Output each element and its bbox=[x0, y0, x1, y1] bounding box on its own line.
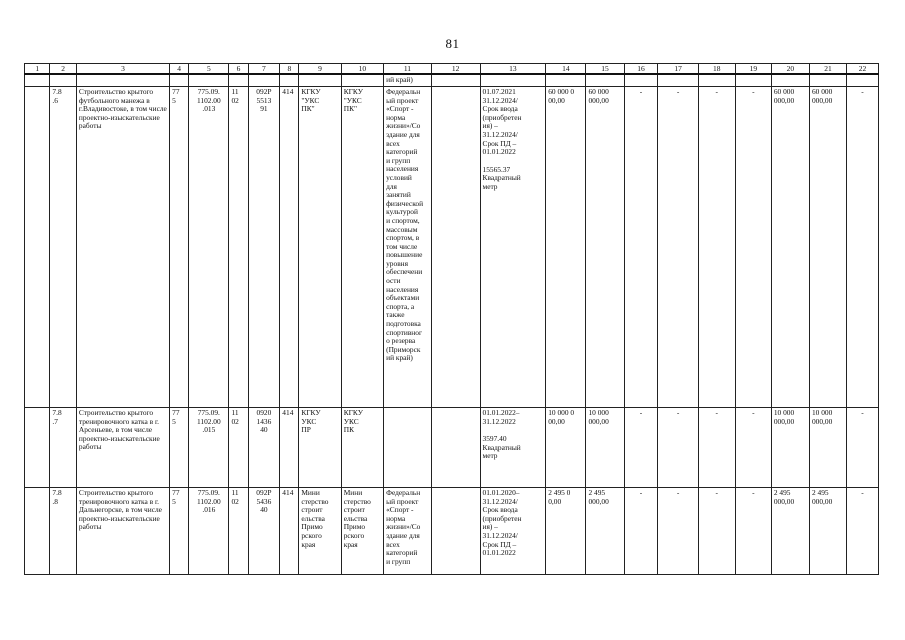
empty-cell bbox=[431, 488, 480, 575]
column-header: 9 bbox=[299, 64, 341, 75]
empty-cell bbox=[431, 87, 480, 408]
table-header bbox=[25, 64, 879, 75]
continuation-text: ий край) bbox=[384, 74, 432, 87]
amount-cell: 60 000 000,00 bbox=[586, 87, 624, 408]
column-header: 4 bbox=[170, 64, 189, 75]
customer-cell: Мини стерство строит ельства Примо рского края bbox=[299, 488, 341, 575]
dash-cell: - bbox=[624, 408, 658, 488]
column-header: 1 bbox=[25, 64, 50, 75]
column-header: 3 bbox=[76, 64, 169, 75]
column-header: 6 bbox=[229, 64, 248, 75]
dash-cell: - bbox=[735, 408, 771, 488]
project-name: Строительство крытого тренировочного катка в г. Арсеньеве, в том числе проектно-изыскательские работы bbox=[76, 408, 169, 488]
amount-cell: 10 000 000,00 bbox=[809, 408, 846, 488]
code-cell: 0920 1436 40 bbox=[248, 408, 280, 488]
column-header: 19 bbox=[735, 64, 771, 75]
dash-cell: - bbox=[658, 488, 698, 575]
dash-cell: - bbox=[735, 488, 771, 575]
code-cell: 11 02 bbox=[229, 488, 248, 575]
dash-cell: - bbox=[735, 87, 771, 408]
column-header: 13 bbox=[480, 64, 546, 75]
page-number: 81 bbox=[445, 36, 460, 51]
capacity-text: 15565.37 Квадратный метр bbox=[482, 164, 521, 191]
developer-cell: КГКУ УКС ПК bbox=[341, 408, 383, 488]
item-number: 7.8 .7 bbox=[50, 408, 76, 488]
dash-cell: - bbox=[698, 87, 735, 408]
column-header: 21 bbox=[809, 64, 846, 75]
column-header: 8 bbox=[280, 64, 299, 75]
amount-cell: 60 000 000,00 bbox=[771, 87, 809, 408]
code-cell: 092Р 5513 91 bbox=[248, 87, 280, 408]
code-cell: 775.09. 1102.00 .016 bbox=[189, 488, 229, 575]
column-header: 12 bbox=[431, 64, 480, 75]
amount-cell: 60 000 0 00,00 bbox=[546, 87, 586, 408]
dates-cell bbox=[480, 408, 546, 488]
code-cell: 11 02 bbox=[229, 87, 248, 408]
column-header: 17 bbox=[658, 64, 698, 75]
dash-cell: - bbox=[847, 488, 879, 575]
code-cell: 77 5 bbox=[170, 408, 189, 488]
item-number: 7.8 .8 bbox=[50, 488, 76, 575]
project-name: Строительство крытого футбольного манежа в г.Владивостоке, в том числе проектно-изыскательские работы bbox=[76, 87, 169, 408]
column-header: 20 bbox=[771, 64, 809, 75]
code-cell: 775.09. 1102.00 .013 bbox=[189, 87, 229, 408]
code-cell: 092Р 5436 40 bbox=[248, 488, 280, 575]
amount-cell: 2 495 0 0,00 bbox=[546, 488, 586, 575]
dates-cell bbox=[480, 488, 546, 575]
table-row bbox=[25, 488, 879, 575]
code-cell: 77 5 bbox=[170, 488, 189, 575]
code-cell: 77 5 bbox=[170, 87, 189, 408]
project-name: Строительство крытого тренировочного катка в г. Дальнегорске, в том числе проектно-изыскательские работы bbox=[76, 488, 169, 575]
developer-cell: Мини стерство строит ельства Примо рского края bbox=[341, 488, 383, 575]
dash-cell: - bbox=[698, 408, 735, 488]
customer-cell: КГКУ УКС ПР bbox=[299, 408, 341, 488]
column-header: 11 bbox=[384, 64, 432, 75]
column-header: 2 bbox=[50, 64, 76, 75]
item-number: 7.8 .6 bbox=[50, 87, 76, 408]
dash-cell: - bbox=[658, 87, 698, 408]
dates-text: 01.07.2021 31.12.2024/ Срок ввода (приобретен ия) – 31.12.2024/ Срок ПД – 01.01.2022 bbox=[482, 87, 522, 157]
code-cell: 414 bbox=[280, 87, 299, 408]
dash-cell: - bbox=[624, 488, 658, 575]
table-row bbox=[25, 408, 879, 488]
dash-cell: - bbox=[698, 488, 735, 575]
code-cell: 11 02 bbox=[229, 408, 248, 488]
column-header: 5 bbox=[189, 64, 229, 75]
code-cell: 775.09. 1102.00 .015 bbox=[189, 408, 229, 488]
code-cell: 414 bbox=[280, 488, 299, 575]
dash-cell: - bbox=[847, 87, 879, 408]
amount-cell: 60 000 000,00 bbox=[809, 87, 846, 408]
program-cell: Федеральн ый проект «Спорт - норма жизни»/Со здание для всех категорий и групп bbox=[384, 488, 432, 575]
amount-cell: 10 000 000,00 bbox=[771, 408, 809, 488]
dash-cell: - bbox=[624, 87, 658, 408]
column-header: 16 bbox=[624, 64, 658, 75]
column-header: 7 bbox=[248, 64, 280, 75]
column-header: 14 bbox=[546, 64, 586, 75]
customer-cell: КГКУ "УКС ПК" bbox=[299, 87, 341, 408]
amount-cell: 2 495 000,00 bbox=[809, 488, 846, 575]
developer-cell: КГКУ "УКС ПК" bbox=[341, 87, 383, 408]
capacity-text: 3597.40 Квадратный метр bbox=[482, 434, 521, 461]
amount-cell: 2 495 000,00 bbox=[586, 488, 624, 575]
code-cell: 414 bbox=[280, 408, 299, 488]
dash-cell: - bbox=[847, 408, 879, 488]
continuation-row bbox=[25, 74, 879, 87]
amount-cell: 10 000 000,00 bbox=[586, 408, 624, 488]
column-header: 15 bbox=[586, 64, 624, 75]
dash-cell: - bbox=[658, 408, 698, 488]
dates-cell bbox=[480, 87, 546, 408]
column-header: 18 bbox=[698, 64, 735, 75]
table-row bbox=[25, 87, 879, 408]
dates-text: 01.01.2020– 31.12.2024/ Срок ввода (приобретен ия) – 31.12.2024/ Срок ПД – 01.01.2022 bbox=[482, 488, 522, 558]
empty-cell bbox=[431, 408, 480, 488]
column-header: 10 bbox=[341, 64, 383, 75]
amount-cell: 2 495 000,00 bbox=[771, 488, 809, 575]
column-number-row bbox=[25, 64, 879, 75]
amount-cell: 10 000 0 00,00 bbox=[546, 408, 586, 488]
budget-table bbox=[24, 63, 879, 575]
column-header: 22 bbox=[847, 64, 879, 75]
dates-text: 01.01.2022– 31.12.2022 bbox=[482, 408, 520, 426]
program-cell: Федеральн ый проект «Спорт - норма жизни»/Со здание для всех категорий и групп населения условий для занятий физической культурой и спортом, массовым спортом, в том числе повышение уровня обеспечени ости населения объектами спорта, а также подготовка спортивног о резерва (Приморск ий край) bbox=[384, 87, 432, 408]
program-cell bbox=[384, 408, 432, 488]
